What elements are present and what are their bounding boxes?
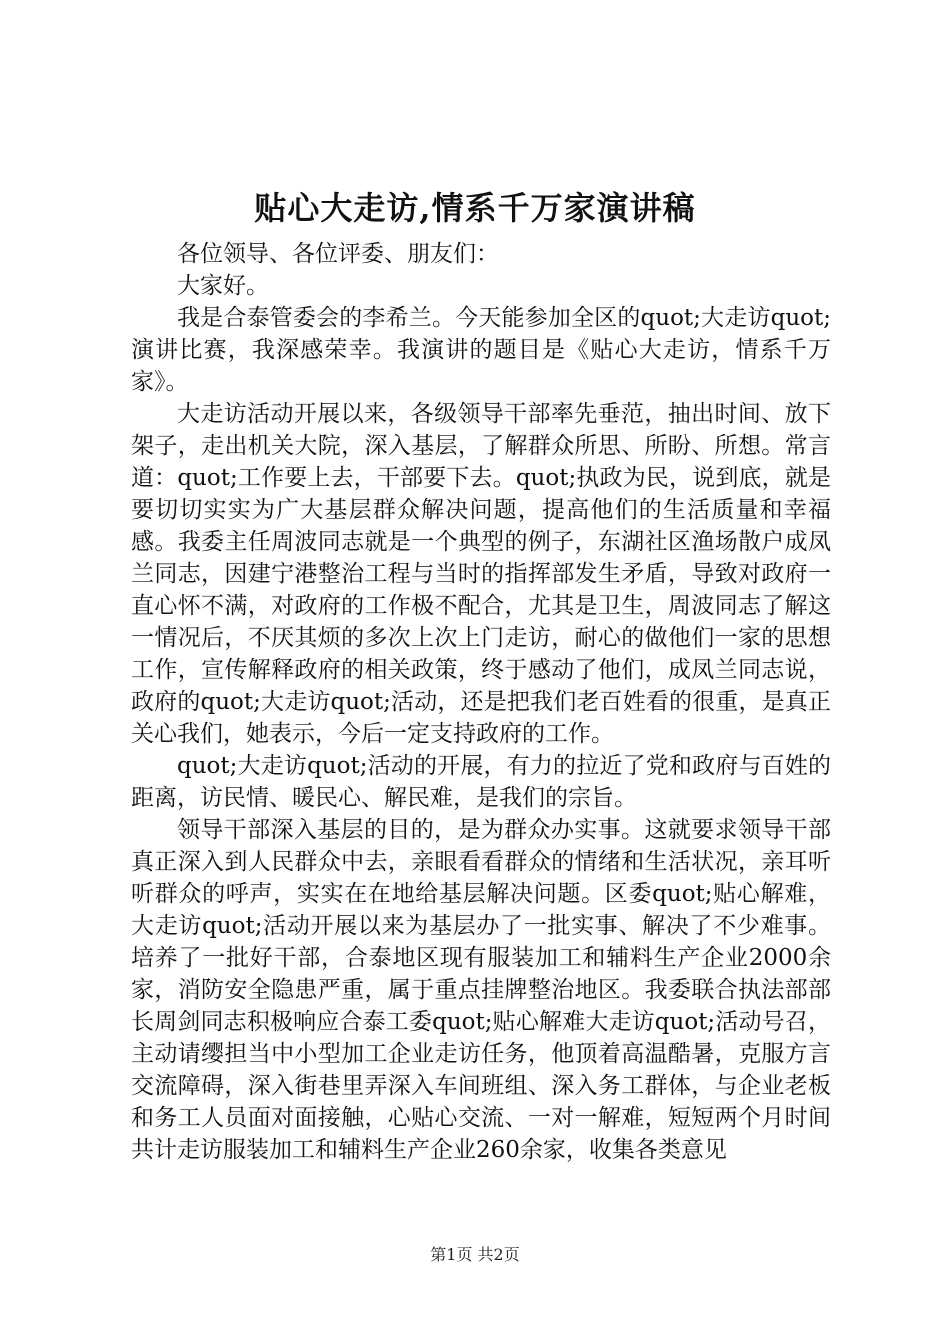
document-body	[131, 238, 831, 1166]
paragraph-purpose: quot;大走访quot;活动的开展，有力的拉近了党和政府与百姓的距离，访民情、暖民心、解民难，是我们的宗旨。	[131, 753, 831, 811]
paragraph-salutation: 各位领导、各位评委、朋友们：	[177, 241, 499, 267]
paragraph-example: 大走访活动开展以来，各级领导干部率先垂范，抽出时间、放下架子，走出机关大院，深入基层，了解群众所思、所盼、所想。常言道：quot;工作要上去，干部要下去。quot;执政为民，说到底，就是要切切实实为广大基层群众解决问题，提高他们的生活质量和幸福感。我委主任周波同志就是一个典型的例子，东湖社区渔场散户成凤兰同志，因建宁港整治工程与当时的指挥部发生矛盾，导致对政府一直心怀不满，对政府的工作极不配合，尤其是卫生，周波同志了解这一情况后，不厌其烦的多次上次上门走访，耐心的做他们一家的思想工作，宣传解释政府的相关政策，终于感动了他们，成凤兰同志说，政府的quot;大走访quot;活动，还是把我们老百姓看的很重，是真正关心我们，她表示，今后一定支持政府的工作。	[131, 401, 831, 747]
paragraph-greeting: 大家好。	[177, 273, 269, 299]
paragraph-introduction: 我是合泰管委会的李希兰。今天能参加全区的quot;大走访quot;演讲比赛，我深感荣幸。我演讲的题目是《贴心大走访，情系千万家》。	[131, 305, 831, 395]
document-title: 贴心大走访,情系千万家演讲稿	[254, 189, 696, 227]
page-number-footer: 第1页 共2页	[430, 1245, 520, 1264]
paragraph-practical-work: 领导干部深入基层的目的，是为群众办实事。这就要求领导干部真正深入到人民群众中去，亲眼看看群众的情绪和生活状况，亲耳听听群众的呼声，实实在在地给基层解决问题。区委quot;贴心解难，大走访quot;活动开展以来为基层办了一批实事、解决了不少难事。培养了一批好干部，合泰地区现有服装加工和辅料生产企业2000余家，消防安全隐患严重，属于重点挂牌整治地区。我委联合执法部部长周剑同志积极响应合泰工委quot;贴心解难大走访quot;活动号召，主动请缨担当中小型加工企业走访任务，他顶着高温酷暑，克服方言交流障碍，深入街巷里弄深入车间班组、深入务工群体，与企业老板和务工人员面对面接触，心贴心交流、一对一解难，短短两个月时间共计走访服装加工和辅料生产企业260余家，收集各类意见	[131, 817, 831, 1163]
